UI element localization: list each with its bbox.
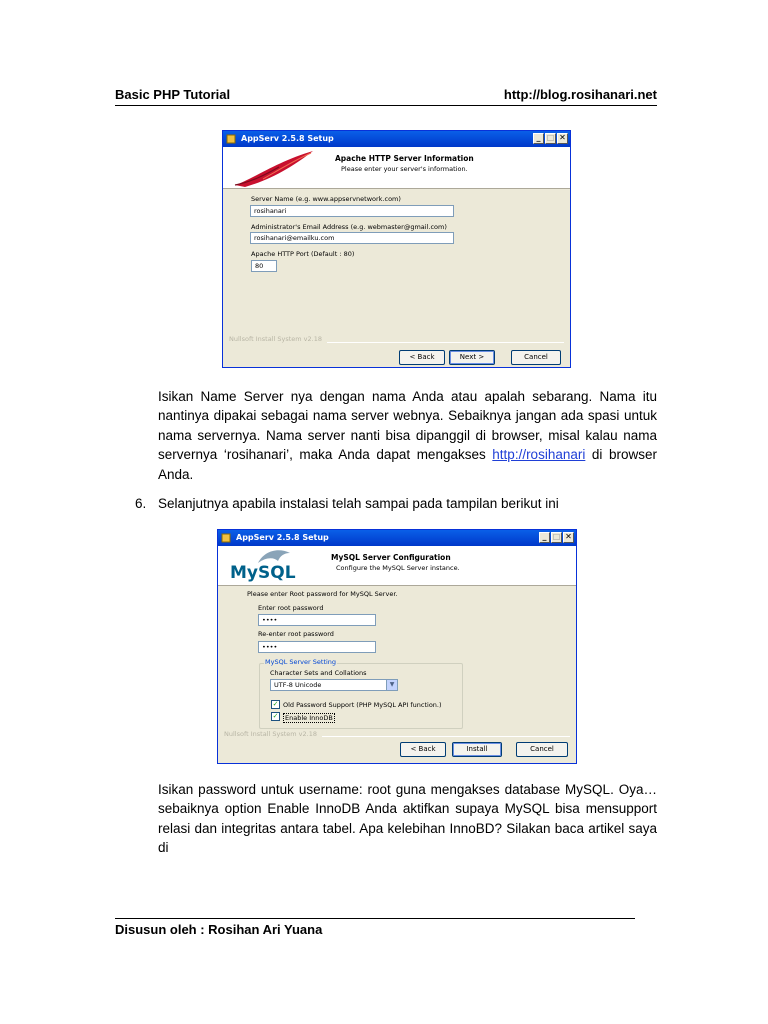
- charset-select[interactable]: [270, 679, 398, 691]
- paragraph-text-end: di browser Anda.: [158, 447, 658, 482]
- paragraph-mysql-password: [158, 780, 657, 858]
- dialog-title: AppServ 2.5.8 Setup: [241, 134, 334, 143]
- group-title: MySQL Server Setting: [265, 658, 337, 666]
- server-name-label: Server Name (e.g. www.appservnetwork.com): [251, 195, 401, 203]
- dialog-titlebar: [223, 131, 570, 147]
- setup-icon: [221, 533, 231, 543]
- chevron-down-icon[interactable]: ▼: [386, 680, 397, 690]
- port-field[interactable]: 80: [251, 260, 277, 272]
- dialog-heading: MySQL Server Configuration: [331, 553, 451, 562]
- next-button[interactable]: Next >: [449, 350, 495, 365]
- back-button[interactable]: < Back: [399, 350, 445, 365]
- cancel-button[interactable]: Cancel: [511, 350, 561, 365]
- window-controls: [539, 532, 574, 543]
- apache-setup-dialog: [222, 130, 571, 368]
- nsis-version: Nullsoft Install System v2.18: [224, 730, 318, 738]
- footer-author: Disusun oleh : Rosihan Ari Yuana: [115, 922, 323, 937]
- cancel-button[interactable]: Cancel: [516, 742, 568, 757]
- port-label: Apache HTTP Port (Default : 80): [251, 250, 355, 258]
- reenter-password-field[interactable]: ••••: [258, 641, 376, 653]
- divider: [322, 736, 570, 737]
- step-6: [135, 494, 655, 513]
- paragraph-text-part: Isikan Name Server nya dengan nama Anda atau apalah sebarang. Nama itu nantinya dipakai sebagai nama server webnya. Sebaiknya jangan ada spasi untuk nama servernya. Nama server nanti bisa dipanggil di browser, misal kalau nama servernya ‘rosihanari’, maka Anda dapat mengakses: [158, 389, 657, 463]
- step-number: 6.: [135, 496, 147, 511]
- header-url: http://blog.rosihanari.net: [503, 87, 657, 102]
- apache-feather-icon: [233, 149, 315, 189]
- charset-label: Character Sets and Collations: [270, 669, 367, 677]
- nsis-version: Nullsoft Install System v2.18: [229, 335, 323, 343]
- mysql-setup-dialog: [217, 529, 577, 764]
- install-button[interactable]: Install: [452, 742, 502, 757]
- old-password-label: Old Password Support (PHP MySQL API function.): [283, 701, 442, 709]
- innodb-label: Enable InnoDB: [285, 714, 333, 722]
- email-field[interactable]: rosihanari@emailku.com: [250, 232, 454, 244]
- paragraph-text: Isikan password untuk username: root guna mengakses database MySQL. Oya… sebaiknya option Enable InnoDB Anda aktifkan supaya MySQL bisa mensupport relasi dan integritas antara tabel. Apa kelebihan InnoBD? Silakan baca artikel saya di: [158, 782, 657, 856]
- step-text: Selanjutnya apabila instalasi telah sampai pada tampilan berikut ini: [158, 496, 559, 511]
- old-password-checkbox[interactable]: ✓: [272, 700, 279, 708]
- dialog-subheading: Please enter your server's information.: [341, 165, 468, 173]
- dialog-banner: [223, 147, 570, 189]
- header-title: Basic PHP Tutorial: [115, 87, 231, 102]
- divider: [327, 342, 564, 343]
- window-controls: [533, 133, 568, 144]
- paragraph-server-name: [158, 387, 657, 484]
- dialog-titlebar: [218, 530, 576, 546]
- maximize-icon[interactable]: □: [546, 133, 555, 142]
- footer-divider: [115, 918, 635, 919]
- mysql-server-setting-group: [259, 658, 463, 729]
- server-name-field[interactable]: rosihanari: [250, 205, 454, 217]
- reenter-password-label: Re-enter root password: [258, 630, 334, 638]
- page-header: [115, 86, 657, 106]
- close-icon[interactable]: ✕: [563, 532, 574, 543]
- dialog-heading: Apache HTTP Server Information: [335, 154, 474, 163]
- email-label: Administrator's Email Address (e.g. webmaster@gmail.com): [251, 223, 447, 231]
- root-password-prompt: Please enter Root password for MySQL Server.: [247, 590, 398, 598]
- mysql-logo: MySQL: [230, 563, 296, 583]
- root-password-label: Enter root password: [258, 604, 324, 612]
- setup-icon: [226, 134, 236, 144]
- dialog-banner: [218, 546, 576, 586]
- maximize-icon[interactable]: □: [552, 532, 561, 541]
- minimize-icon[interactable]: _: [533, 133, 544, 144]
- rosihanari-link[interactable]: http://rosihanari: [492, 447, 586, 463]
- innodb-checkbox[interactable]: ✓: [272, 712, 279, 720]
- charset-value: UTF-8 Unicode: [274, 681, 322, 689]
- minimize-icon[interactable]: _: [539, 532, 550, 543]
- close-icon[interactable]: ✕: [557, 133, 568, 144]
- dialog-subheading: Configure the MySQL Server instance.: [336, 564, 460, 572]
- dialog-title: AppServ 2.5.8 Setup: [236, 533, 329, 542]
- back-button[interactable]: < Back: [400, 742, 446, 757]
- root-password-field[interactable]: ••••: [258, 614, 376, 626]
- paragraph-text: [158, 387, 657, 484]
